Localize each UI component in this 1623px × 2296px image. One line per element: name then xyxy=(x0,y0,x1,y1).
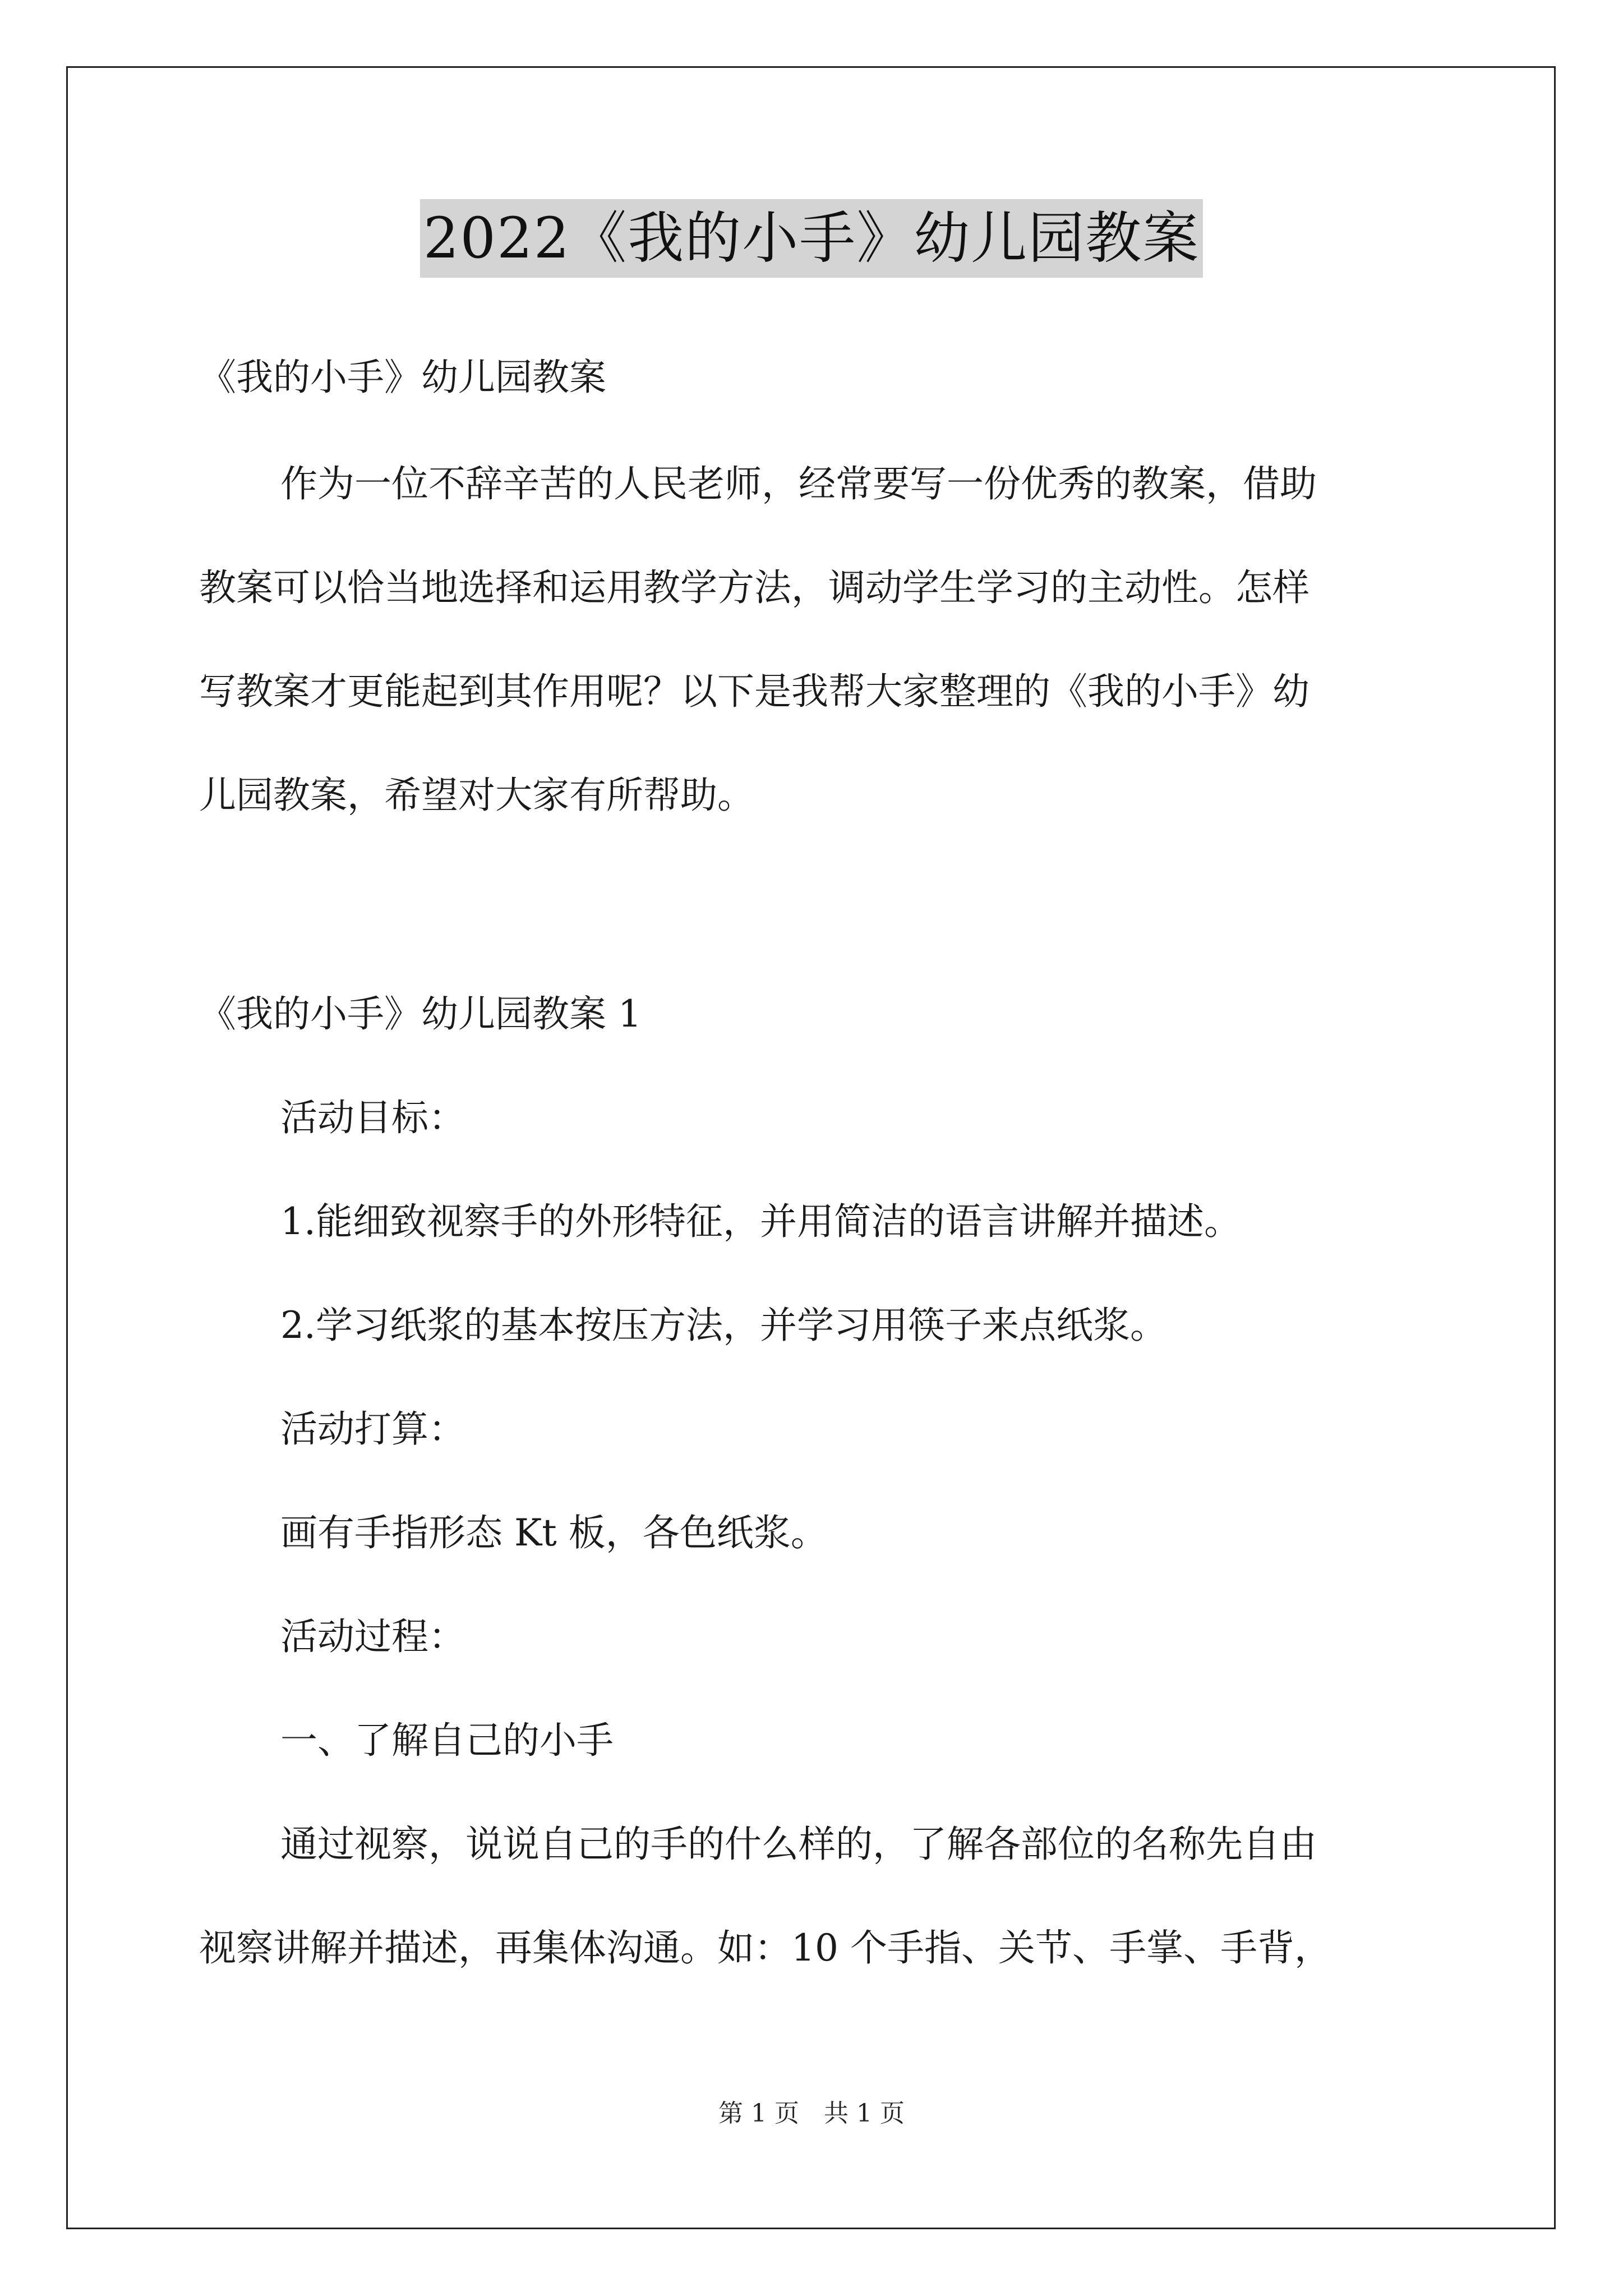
body-line-8: 通过视察，说说自己的手的什么样的，了解各部位的名称先自由 xyxy=(280,1823,1317,1866)
body-line-6: 活动过程： xyxy=(280,1615,465,1658)
title-container xyxy=(0,199,1623,278)
intro-line-4: 儿园教案，希望对大家有所帮助。 xyxy=(199,774,754,817)
intro-line-1: 作为一位不辞辛苦的人民老师，经常要写一份优秀的教案，借助 xyxy=(280,462,1317,505)
section-heading: 《我的小手》幼儿园教案 1 xyxy=(199,992,642,1036)
page-footer: 第 1 页 共 1 页 xyxy=(718,2099,905,2128)
body-line-1: 活动目标： xyxy=(280,1096,465,1139)
document-title: 2022《我的小手》幼儿园教案 xyxy=(420,199,1204,278)
body-line-9: 视察讲解并描述，再集体沟通。如：10 个手指、关节、手掌、手背， xyxy=(199,1926,1331,1970)
body-line-3: 2.学习纸浆的基本按压方法，并学习用筷子来点纸浆。 xyxy=(280,1304,1167,1347)
body-line-7: 一、了解自己的小手 xyxy=(280,1719,614,1762)
body-line-2: 1.能细致视察手的外形特征，并用简洁的语言讲解并描述。 xyxy=(280,1200,1241,1243)
body-line-4: 活动打算： xyxy=(280,1407,465,1451)
intro-line-3: 写教案才更能起到其作用呢？以下是我帮大家整理的《我的小手》幼 xyxy=(199,670,1310,713)
body-line-5: 画有手指形态 Kt 板，各色纸浆。 xyxy=(280,1511,828,1554)
intro-line-2: 教案可以恰当地选择和运用教学方法，调动学生学习的主动性。怎样 xyxy=(199,566,1310,609)
document-subtitle: 《我的小手》幼儿园教案 xyxy=(199,356,606,399)
